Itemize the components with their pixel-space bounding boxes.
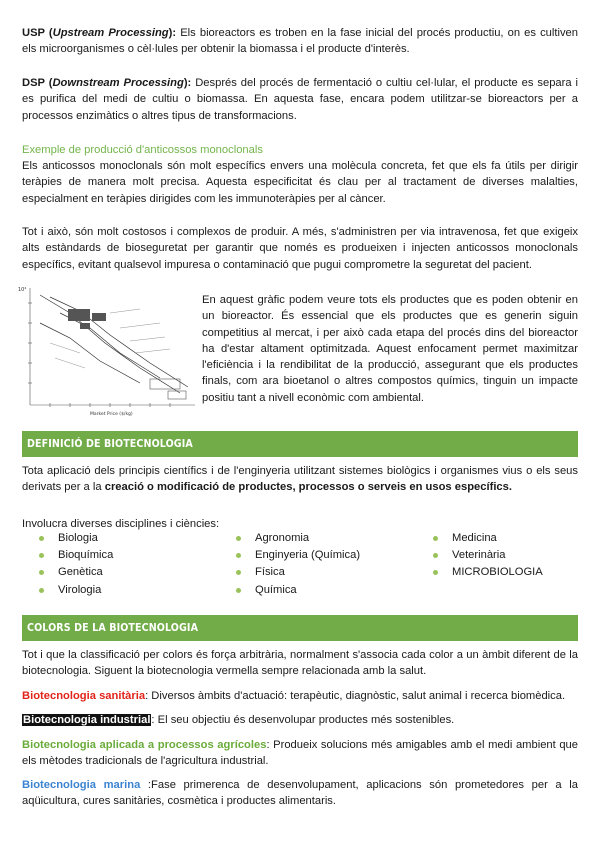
usp-paragraph: USP (Upstream Processing): Els bioreactors es troben en la fase inicial del procés productiu, on es cultiven els microorganismes o cèl·lules per obtenir la biomassa i el producte d'interès. [22,27,579,56]
list-item: Genètica [36,564,226,581]
list-item: Biologia [36,530,226,547]
chart-xlabel: Market Price ($/kg) [90,412,133,417]
chart-description: En aquest gràfic podem veure tots els productes que es poden obtenir en un bioreactor. És essencial que els productes que es generin siguin competitius al mercat, i per això cada etapa del procés dins del bioreactor ha d'estar altament optimitzada. Aquest enfocament permet maximitzar l'eficiència i la rendibilitat de la producció, assegurant que els productes finals, com ara bioetanol o altres compostos químics, tinguin un impacte positiu tant a nivell econòmic com ambiental. [202,294,578,404]
list-item: Veterinària [430,547,580,564]
list-item: Bioquímica [36,547,226,564]
disciplines-col-2 [233,530,423,599]
list-item: Medicina [430,530,580,547]
list-item: Física [233,564,423,581]
list-item: Virologia [36,582,226,599]
dsp-paragraph: DSP (Downstream Processing): Després del procés de fermentació o cultiu cel·lular, el producte es separa i es purifica del medi de cultiu o biomassa. En aquesta fase, encara podem utilitzar-se bioreactors per a processos enzimàtics o altres tipus de transformacions. [22,77,578,122]
bioreactor-products-chart-figure [10,283,200,418]
colors-intro: Tot i que la classificació per colors és força arbitrària, normalment s'associa cada color a un àmbit diferent de la biotecnologia. Siguent la biotecnologia vermella sempre relacionada amb la salut. [22,649,578,678]
list-item: Agronomia [233,530,423,547]
marine-biotech: Biotecnologia marina :Fase primerenca de desenvolupament, aplicacions són prometedores per a la aqüicultura, cures sanitàries, cosmètica i productes alimentaris. [22,779,578,808]
list-item: Enginyeria (Química) [233,547,423,564]
definition-paragraph: Tota aplicació dels principis científics i de l'enginyeria utilitzant sistemes biològics i organismes vius o els seus derivats per a la creació o modificació de productes, processos o serveis en usos específics. [22,465,578,494]
colors-header: COLORS DE LA BIOTECNOLOGIA [22,615,578,641]
list-item: Química [233,582,423,599]
industrial-biotech: Biotecnologia industrial: El seu objectiu és desenvolupar productes més sostenibles. [23,714,455,726]
disciplines-col-3 [430,530,580,582]
example-paragraph-2: Tot i això, són molt costosos i complexos de produir. A més, s'administren per via intravenosa, fet que exigeix alts estàndards de bioseguretat per garantir que només es produeixen i injecten anticossos monoclonals específics, evitant qualsevol impuresa o contaminació que pugui comprometre la seguretat del pacient. [22,226,578,271]
example-paragraph-1: Els anticossos monoclonals són molt específics envers una molècula concreta, fet que els fa útils per dirigir teràpies de manera molt precisa. Aquesta especificitat és clau per al tractament de diverses malalties, especialment en teràpies dirigides com les immunoteràpies per al càncer. [22,160,578,205]
example-subtitle: Exemple de producció d'anticossos monoclonals [22,144,263,156]
definition-header: DEFINICIÓ DE BIOTECNOLOGIA [22,431,578,457]
disciplines-intro: Involucra diverses disciplines i ciències: [22,518,220,530]
red-biotech: Biotecnologia sanitària: Diversos àmbits d'actuació: terapèutic, diagnòstic, salut animal i recerca biomèdica. [22,690,566,702]
disciplines-col-1 [36,530,226,599]
chart-ytick-top: 10⁴ [18,287,27,293]
list-item: MICROBIOLOGIA [430,564,580,581]
agricultural-biotech: Biotecnologia aplicada a processos agrícoles: Produeix solucions més amigables amb el medi ambient que els mètodes tradicionals de l'agricultura industrial. [22,739,578,768]
